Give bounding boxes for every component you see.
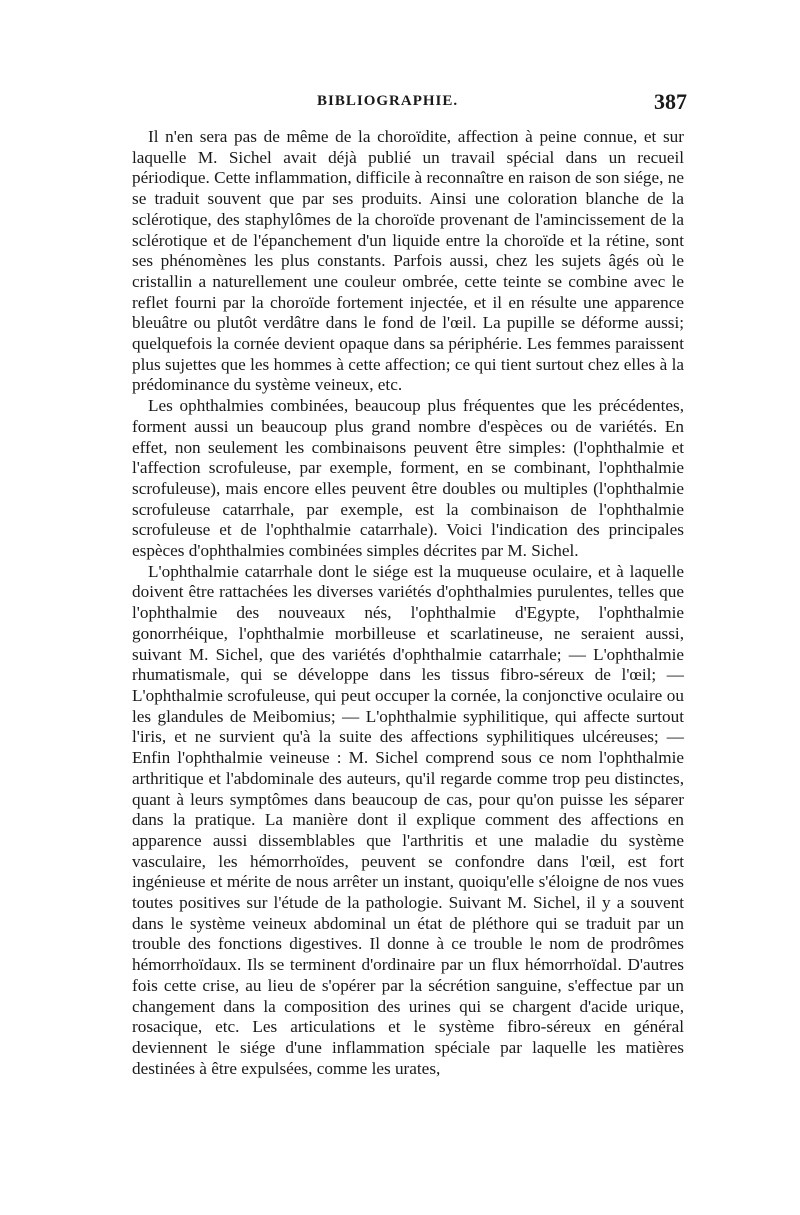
page-header: [132, 89, 687, 121]
page-number: 387: [654, 89, 687, 114]
paragraph-ophthalmie-catarrhale: L'ophthalmie catarrhale dont le siége est la muqueuse oculaire, et à laquelle doivent être rattachées les diverses variétés d'ophthalmies purulentes, telles que l'ophthalmie des nouveaux nés, l'ophthalmie d'Egypte, l'ophthalmie gonorrhéique, l'ophthalmie morbilleuse et scarlatineuse, ne seraient aussi, suivant M. Sichel, que des variétés d'ophthalmie catarrhale; — L'ophthalmie rhumatismale, qui se développe dans les tissus fibro-séreux de l'œil; — L'ophthalmie scrofuleuse, qui peut occuper la cornée, la conjonctive oculaire ou les glandules de Meibomius; — L'ophthalmie syphilitique, qui affecte surtout l'iris, et ne survient qu'à la suite des affections syphilitiques ulcéreuses; — Enfin l'ophthalmie veineuse : M. Sichel comprend sous ce nom l'ophthalmie arthritique et l'abdominale des auteurs, qu'il regarde comme trop peu distinctes, quant à leurs symptômes dans beaucoup de cas, pour qu'on puisse les séparer dans la pratique. La manière dont il explique comment des affections en apparence aussi dissemblables que l'arthritis et une maladie du système vasculaire, les hémorrhoïdes, peuvent se confondre dans l'œil, est fort ingénieuse et mérite de nous arrêter un instant, quoiqu'elle s'éloigne de nos vues toutes positives sur l'étude de la pathologie. Suivant M. Sichel, il y a souvent dans le système veineux abdominal un état de pléthore qui se traduit par un trouble des fonctions digestives. Il donne à ce trouble le nom de prodrômes hémorrhoïdaux. Ils se terminent d'ordinaire par un flux hémorrhoïdal. D'autres fois cette crise, au lieu de s'opérer par la sécrétion sanguine, s'effectue par un changement dans la composition des urines qui se chargent d'acide urique, rosacique, etc. Les articulations et le système fibro-séreux en général deviennent le siége d'une inflammation spéciale par laquelle les matières destinées à être expulsées, comme les urates,: [132, 561, 684, 1078]
paragraph-ophthalmies-combinees: Les ophthalmies combinées, beaucoup plus fréquentes que les précédentes, forment aussi un beaucoup plus grand nombre d'espèces ou de variétés. En effet, non seulement les combinaisons peuvent être simples: (l'ophthalmie et l'affection scrofuleuse, par exemple, forment, en se combinant, l'ophthalmie scrofuleuse), mais encore elles peuvent être doubles ou multiples (l'ophthalmie scrofuleuse catarrhale, par exemple, est la combinaison de l'ophthalmie scrofuleuse et de l'ophthalmie catarrhale). Voici l'indication des principales espèces d'ophthalmies combinées simples décrites par M. Sichel.: [132, 396, 684, 561]
body-text: [132, 127, 684, 1079]
paragraph-choroidite: Il n'en sera pas de même de la choroïdite, affection à peine connue, et sur laquelle M. Sichel avait déjà publié un travail spécial dans un recueil périodique. Cette inflammation, difficile à reconnaître en raison de son siége, ne se traduit souvent que par ses produits. Ainsi une coloration blanche de la sclérotique, des staphylômes de la choroïde provenant de l'amincissement de la sclérotique et de l'épanchement d'un liquide entre la choroïde et la rétine, sont ses phénomènes les plus constants. Parfois aussi, chez les sujets âgés où le cristallin a naturellement une couleur ombrée, cette teinte se combine avec le reflet fourni par la choroïde fortement injectée, et il en résulte une apparence bleuâtre ou plutôt verdâtre dans le fond de l'œil. La pupille se déforme aussi; quelquefois la cornée devient opaque dans sa périphérie. Les femmes paraissent plus sujettes que les hommes à cette affection; ce qui tient surtout chez elles à la prédominance du système veineux, etc.: [132, 127, 684, 395]
running-title: BIBLIOGRAPHIE.: [317, 93, 459, 109]
